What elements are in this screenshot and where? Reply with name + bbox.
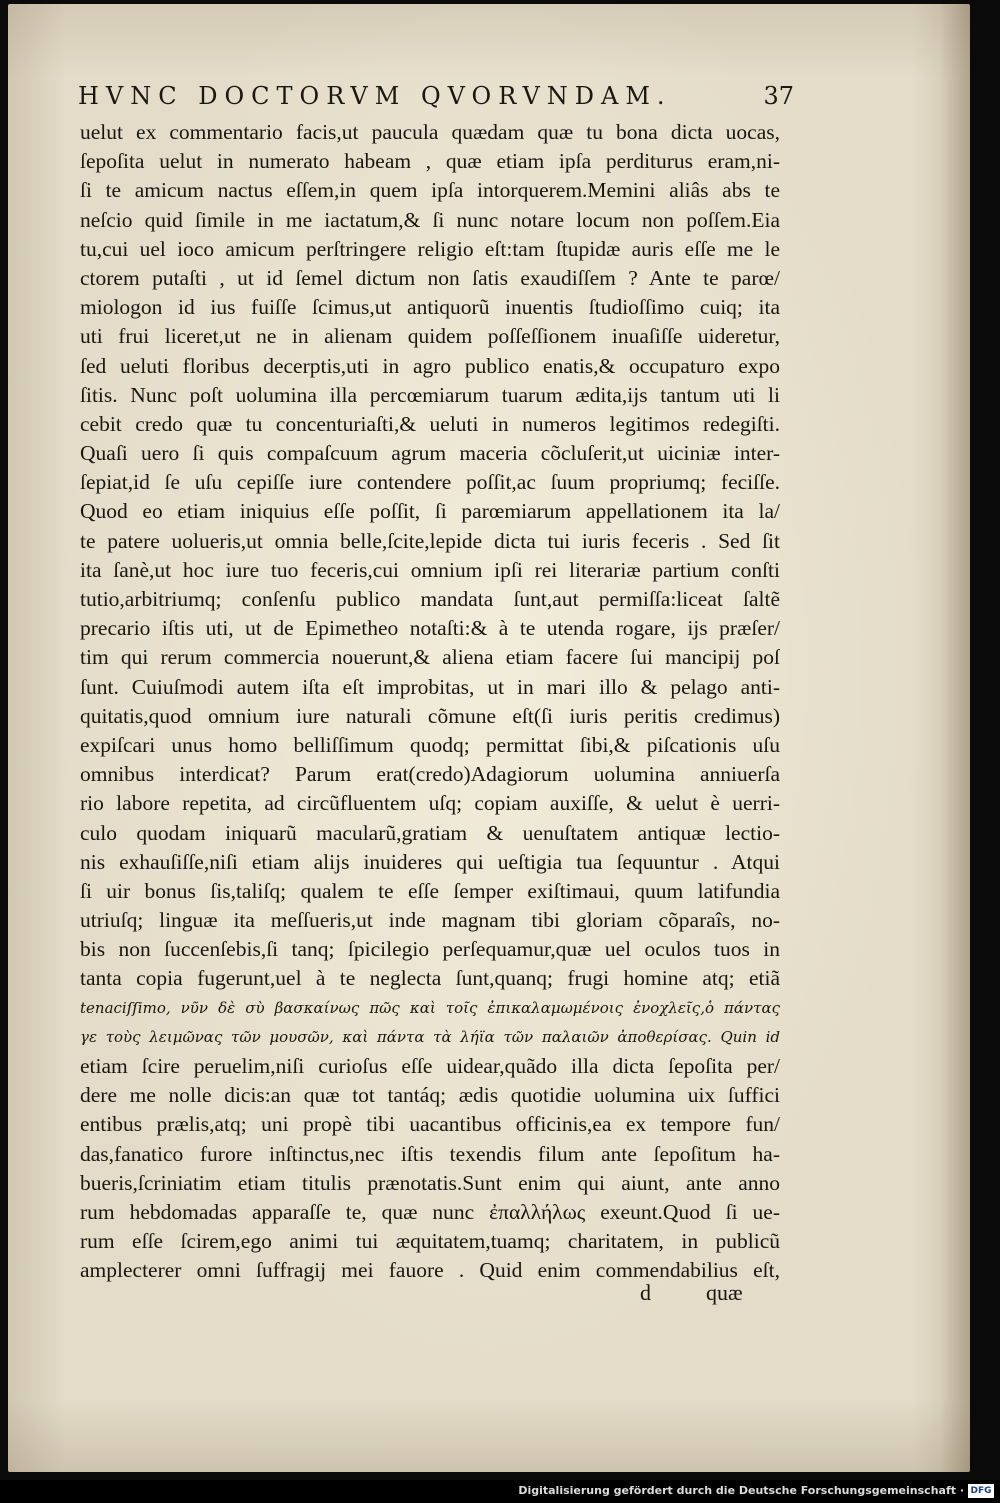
text-line: nis exhauſiſſe,niſi etiam alijs inuideres qui ueſtigia tua ſequuntur . Atqui [80,849,780,874]
funding-credit: Digitalisierung gefördert durch die Deutsche Forschungsgemeinschaft · [518,1484,964,1497]
text-line: amplecterer omni ſuffragij mei fauore . Quid enim commendabilius eſt, [80,1258,780,1283]
digitization-footer [0,1480,1000,1503]
text-line: utriuſq; linguæ ita meſſueris,ut inde magnam tibi gloriam cõparaîs, no- [80,908,780,933]
text-line: tanta copia fugerunt,uel à te neglecta ſunt,quanq; frugi homine atq; etiã [80,966,780,991]
text-line: ita ſanè,ut hoc iure tuo feceris,cui omnium ipſi rei literariæ partium conſti [80,557,780,582]
text-line: das,fanatico furore inſtinctus,nec iſtis texendis filum ante ſepoſitum ha- [80,1141,780,1166]
text-line: tu,cui uel ioco amicum perſtringere religio eſt:tam ſtupidæ auris eſſe me le [80,236,780,261]
page-edge-shadow [940,4,970,1472]
text-line: tutio,arbitriumq; conſenſu publico mandata ſunt,aut permiſſa:liceat ſaltẽ [80,587,780,611]
text-line: ſepoſita uelut in numerato habeam , quæ etiam ipſa perditurus eram,ni- [80,149,780,174]
text-line: neſcio quid ſimile in me iactatum,& ſi nunc notare locum non poſſem.Eia [80,207,780,232]
text-line: rio labore repetita, ad circũfluentem uſq; copiam auxiſſe, & uelut è uerri- [80,791,780,816]
text-line: cebit credo quæ tu concenturiaſti,& ueluti in numeros legitimos redegiſti. [80,411,780,436]
body-text [80,118,780,1286]
text-line: γε τοὺς λειμῶνας τῶν μουσῶν, καὶ πάντα τὰ λήϊα τῶν παλαιῶν ἀποθερίσας. Quin id [80,1027,780,1046]
text-line: dere me nolle dicis:an quæ tot tantáq; ædis quotidie uolumina uix ſuffici [80,1083,780,1108]
signature-mark: d [640,1280,651,1305]
text-line: etiam ſcire peruelim,niſi curioſus eſſe uidear,quãdo illa dicta ſepoſita per/ [80,1054,780,1078]
text-line: ſi uir bonus ſis,taliſq; qualem te eſſe ſemper exiſtimaui, quum latifundia [80,878,780,903]
text-line: te patere uolueris,ut omnia belle,ſcite,lepide dicta tui iuris feceris . Sed ſit [80,528,780,553]
text-line: uti frui liceret,ut ne in alienam quidem poſſeſſionem inuaſiſſe uideretur, [80,324,780,349]
text-line: Quod eo etiam iniquius eſſe poſſit, ſi parœmiarum appellationem ita la/ [80,499,780,524]
text-line: Quaſi uero ſi quis compaſcuum agrum maceria cõcluſerit,ut uiciniæ inter- [80,441,780,466]
dfg-logo: DFG [968,1484,994,1498]
text-line: entibus prælis,atq; uni propè tibi uacantibus officinis,ea ex tempore fun/ [80,1112,780,1137]
text-line: tim qui rerum commercia nouerunt,& aliena etiam facere ſui mancipij poſ [80,645,780,670]
text-line: ctorem putaſti , ut id ſemel dictum non ſatis exaudiſſem ? Ante te parœ/ [80,265,780,290]
folio-number: 37 [763,82,794,110]
text-line: expiſcari unus homo belliſſimum quodq; permittat ſibi,& piſcationis uſu [80,732,780,757]
text-line: ſitis. Nunc poſt uolumina illa percœmiarum tuarum ædita,ijs tantum uti li [80,382,780,407]
text-line: uelut ex commentario facis,ut paucula quædam quæ tu bona dicta uocas, [80,120,780,144]
text-line: ſepiat,id ſe uſu cepiſſe iure contendere poſſit,ac ſuum propriumq; feciſſe. [80,470,780,495]
text-line: ſed ueluti floribus decerptis,uti in agro publico enatis,& occupaturo expo [80,353,780,378]
text-line: bis non ſuccenſebis,ſi tanq; ſpicilegio perſequamur,quæ uel oculos tuos in [80,937,780,962]
text-line: omnibus interdicat? Parum erat(credo)Adagiorum uolumina anniuerſa [80,762,780,787]
running-header [78,82,794,110]
text-line: ſi te amicum nactus eſſem,in quem ipſa intorquerem.Memini aliâs abs te [80,178,780,203]
text-line: rum hebdomadas apparaſſe te, quæ nunc ἐπαλλήλως exeunt.Quod ſi ue- [80,1199,780,1224]
running-title: HVNC DOCTORVM QVORVNDAM. [78,82,672,110]
text-line: culo quodam iniquarũ macularũ,gratiam & uenuſtatem antiquæ lectio- [80,820,780,845]
text-line: miologon id ius fuiſſe ſcimus,ut antiquorũ inuentis ſtudioſſimo cuiq; ita [80,295,780,320]
text-line: quitatis,quod omnium iure naturali cõmune eſt(ſi iuris peritis credimus) [80,703,780,728]
catchword: quæ [706,1280,743,1305]
text-line: rum eſſe ſcirem,ego animi tui æquitatem,tuamq; charitatem, in publicũ [80,1229,780,1254]
text-line: ſunt. Cuiuſmodi autem iſta eſt improbitas, ut in mari illo & pelago anti- [80,674,780,699]
text-line: tenaciſſimo, νῦν δὲ σὺ βασκαίνως πῶς καὶ τοῖς ἐπικαλαμωμένοις ἐνοχλεῖς,ὁ πάντας [80,998,780,1017]
text-line: bueris,ſcriniatim etiam titulis prænotatis.Sunt enim qui aiunt, ante anno [80,1170,780,1195]
text-line: precario iſtis uti, ut de Epimetheo notaſti:& à te utenda rogare, ijs præſer/ [80,616,780,641]
